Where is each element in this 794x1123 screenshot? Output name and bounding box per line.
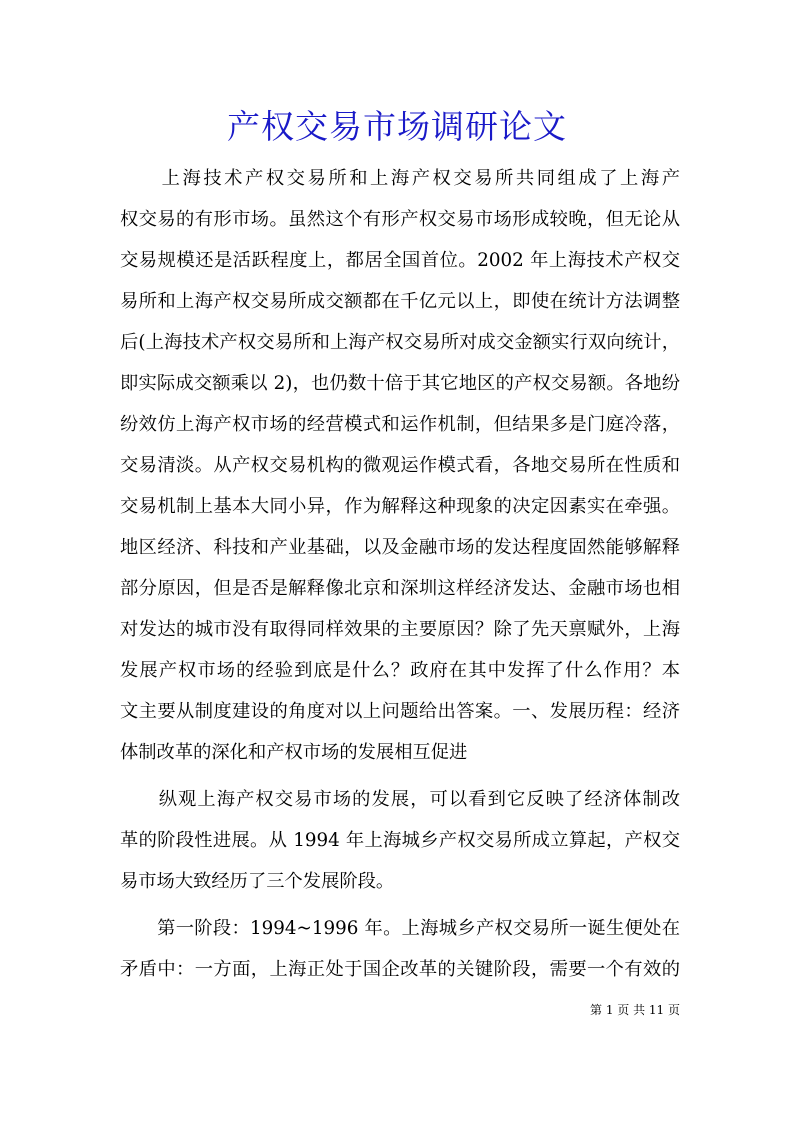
text-line: 即实际成交额乘以 2)，也仍数十倍于其它地区的产权交易额。各地纷 [120,373,680,394]
text-line: 易市场大致经历了三个发展阶段。 [120,871,395,892]
page-number-footer: 第 1 页 共 11 页 [590,1003,680,1017]
paragraph [120,158,680,773]
paragraph [120,779,680,902]
text-line: 第一阶段：1994~1996 年。上海城乡产权交易所一诞生便处在 [120,918,680,939]
text-line: 权交易的有形市场。虽然这个有形产权交易市场形成较晚，但无论从 [120,209,680,230]
text-line: 地区经济、科技和产业基础，以及金融市场的发达程度固然能够解释 [120,537,680,558]
text-line: 后(上海技术产权交易所和上海产权交易所对成交金额实行双向统计， [120,332,680,353]
text-line: 易所和上海产权交易所成交额都在千亿元以上，即使在统计方法调整 [120,291,680,312]
text-line: 革的阶段性进展。从 1994 年上海城乡产权交易所成立算起，产权交 [120,830,680,851]
document-body [120,158,680,990]
text-line: 交易规模还是活跃程度上，都居全国首位。2002 年上海技术产权交 [120,250,680,271]
document-title: 产权交易市场调研论文 [227,107,567,146]
text-line: 纷效仿上海产权市场的经营模式和运作机制，但结果多是门庭冷落， [120,414,680,435]
text-line: 矛盾中：一方面，上海正处于国企改革的关键阶段，需要一个有效的 [120,959,680,980]
text-line: 部分原因，但是否是解释像北京和深圳这样经济发达、金融市场也相 [120,578,680,599]
text-line: 交易机制上基本大同小异，作为解释这种现象的决定因素实在牵强。 [120,496,680,517]
paragraph [120,908,680,990]
text-line: 文主要从制度建设的角度对以上问题给出答案。一、发展历程：经济 [120,701,680,722]
text-line: 交易清淡。从产权交易机构的微观运作模式看，各地交易所在性质和 [120,455,680,476]
text-line: 对发达的城市没有取得同样效果的主要原因？除了先天禀赋外，上海 [120,619,680,640]
text-line: 体制改革的深化和产权市场的发展相互促进 [120,742,468,763]
text-line: 纵观上海产权交易市场的发展，可以看到它反映了经济体制改 [120,789,680,810]
text-line: 上海技术产权交易所和上海产权交易所共同组成了上海产 [120,168,680,189]
text-line: 发展产权市场的经验到底是什么？政府在其中发挥了什么作用？本 [120,660,680,681]
